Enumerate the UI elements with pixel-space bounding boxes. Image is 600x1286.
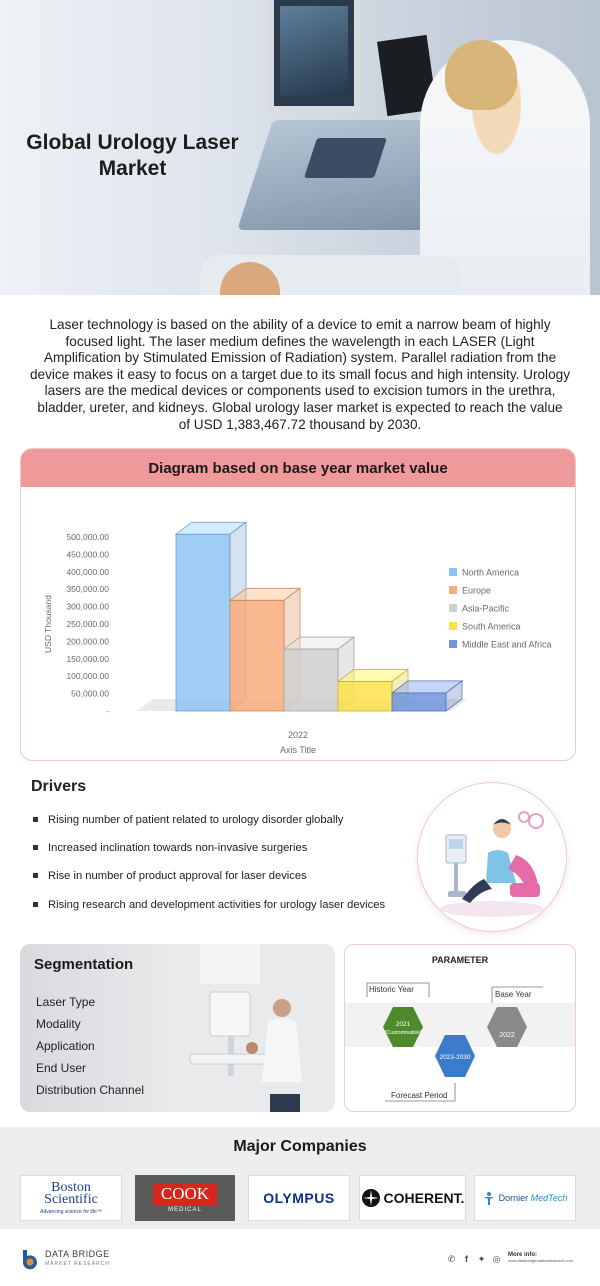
legend-swatch <box>449 640 457 648</box>
y-axis-label: USD Thousand <box>43 595 53 653</box>
bar-front-asia-pacific <box>284 649 338 711</box>
instagram-icon[interactable]: ◎ <box>492 1254 501 1264</box>
parameter-title: PARAMETER <box>431 955 489 965</box>
list-item <box>31 840 385 868</box>
legend-swatch <box>449 568 457 576</box>
bullet-icon <box>33 902 38 907</box>
whatsapp-icon[interactable]: ✆ <box>447 1254 456 1264</box>
social-icons <box>447 1255 501 1264</box>
historic-year-note: (Customisable) <box>384 1030 422 1036</box>
y-tick-label: 100,000.00 <box>66 671 109 682</box>
more-info-label: More info: <box>508 1252 537 1258</box>
dornier-figure-icon <box>483 1191 495 1205</box>
xray-room-image <box>170 944 335 1112</box>
bullet-icon <box>33 873 38 878</box>
legend-label: South America <box>462 621 521 632</box>
base-year-label: Base Year <box>495 990 532 999</box>
dornier-medtech-logo <box>474 1175 576 1221</box>
legend-swatch <box>449 586 457 594</box>
parameter-card <box>344 944 576 1112</box>
y-tick-label: 50,000.00 <box>71 688 109 699</box>
footer-brand-sub: MARKET RESEARCH <box>45 1261 110 1267</box>
boston-name-line2: Scientific <box>44 1191 98 1207</box>
ultrasound-monitor-image <box>268 0 360 112</box>
bar-chart <box>21 487 576 761</box>
coherent-name: COHERENT. <box>383 1190 465 1206</box>
website-link[interactable]: www.databridgemarketresearch.com <box>508 1258 573 1263</box>
dornier-name: Dornier <box>498 1193 529 1203</box>
boston-scientific-logo <box>20 1175 122 1221</box>
bar-front-middle-east-and-africa <box>392 693 446 711</box>
legend-label: North America <box>462 567 520 578</box>
facebook-icon[interactable]: f <box>465 1254 468 1264</box>
list-item <box>31 868 385 896</box>
drivers-title: Drivers <box>31 778 87 795</box>
list-item: End User <box>36 1061 87 1075</box>
olympus-name: OLYMPUS <box>263 1190 335 1206</box>
olympus-logo <box>248 1175 350 1221</box>
cook-sub: MEDICAL <box>168 1207 202 1213</box>
parameter-diagram <box>345 945 576 1112</box>
companies-title: Major Companies <box>233 1138 367 1155</box>
y-tick-label: 150,000.00 <box>66 653 109 664</box>
legend-swatch <box>449 604 457 612</box>
dornier-suffix: MedTech <box>530 1193 568 1203</box>
coherent-logo <box>359 1175 466 1221</box>
list-item: Application <box>36 1039 95 1053</box>
list-item <box>31 897 385 925</box>
cook-medical-logo <box>135 1175 235 1221</box>
boston-name-line1: Boston <box>51 1179 91 1195</box>
intro-paragraph: Laser technology is based on the ability of a device to emit a narrow beam of highly focused light. The laser medium defines the wavelength in each LASER (Light Amplification by Stimulated Emission of Radiation) system. Parallel radiation from the device makes it easy to focus on a target due to its small focus and high intensity. Urology lasers are the medical devices or components used to excision tumors in the urethra, bladder, ureter, and kidneys. Global urology laser market is expected to reach the value of USD 1,383,467.72 thousand by 2030. <box>30 317 570 432</box>
y-tick-label: 200,000.00 <box>66 636 109 647</box>
y-tick-label: 450,000.00 <box>66 549 109 560</box>
y-tick-label: 250,000.00 <box>66 619 109 629</box>
list-item: Distribution Channel <box>36 1083 145 1097</box>
forecast-period-value: 2023-2030 <box>439 1054 471 1061</box>
coherent-burst-icon <box>361 1188 381 1208</box>
footer-brand: DATA BRIDGE <box>45 1249 110 1259</box>
legend-label: Europe <box>462 585 492 596</box>
legend-swatch <box>449 622 457 630</box>
driver-text: Rising research and development activities for urology laser devices <box>48 898 386 911</box>
footer-info <box>508 1252 573 1263</box>
driver-text: Rising number of patient related to urology disorder globally <box>48 814 344 826</box>
y-tick-label: 350,000.00 <box>66 584 109 595</box>
chart-heading: Diagram based on base year market value <box>21 449 575 487</box>
segmentation-list <box>36 994 144 1104</box>
segmentation-card <box>20 944 335 1112</box>
y-tick-label: 300,000.00 <box>66 601 109 612</box>
list-item: Laser Type <box>36 995 96 1009</box>
list-item: Modality <box>36 1017 81 1031</box>
list-item <box>31 812 385 840</box>
bullet-icon <box>33 845 38 850</box>
driver-text: Rise in number of product approval for laser devices <box>48 870 307 883</box>
patient-treatment-illustration <box>418 783 566 931</box>
base-year-value: 2022 <box>499 1032 515 1039</box>
y-tick-label: 400,000.00 <box>66 566 109 577</box>
legend-label: Asia-Pacific <box>462 603 510 614</box>
doctor-hair-image <box>445 40 517 110</box>
driver-text: Increased inclination towards non-invasive surgeries <box>48 842 308 855</box>
historic-year-label: Historic Year <box>369 985 414 994</box>
y-tick-label: 500,000.00 <box>66 532 109 542</box>
historic-year-value: 2021 <box>395 1021 411 1028</box>
bar-front-north-america <box>176 534 230 711</box>
boston-tagline: Advancing science for life™ <box>40 1208 102 1215</box>
bar-front-south-america <box>338 681 392 711</box>
bar-front-europe <box>230 600 284 711</box>
x-tick-label: 2022 <box>287 730 309 740</box>
data-bridge-logo-icon <box>20 1248 40 1270</box>
x-axis-label: Axis Title <box>279 745 317 755</box>
page-title: Global Urology Laser Market <box>26 131 239 180</box>
drivers-list <box>31 812 385 925</box>
chart-card <box>20 448 576 761</box>
bullet-icon <box>33 817 38 822</box>
footer-logo[interactable] <box>20 1248 110 1270</box>
legend-label: Middle East and Africa <box>462 639 552 650</box>
segmentation-title: Segmentation <box>34 956 134 973</box>
twitter-icon[interactable]: ✦ <box>477 1254 486 1264</box>
y-tick-label: - <box>106 706 109 716</box>
forecast-period-label: Forecast Period <box>391 1091 448 1100</box>
cook-name: COOK <box>153 1183 217 1205</box>
